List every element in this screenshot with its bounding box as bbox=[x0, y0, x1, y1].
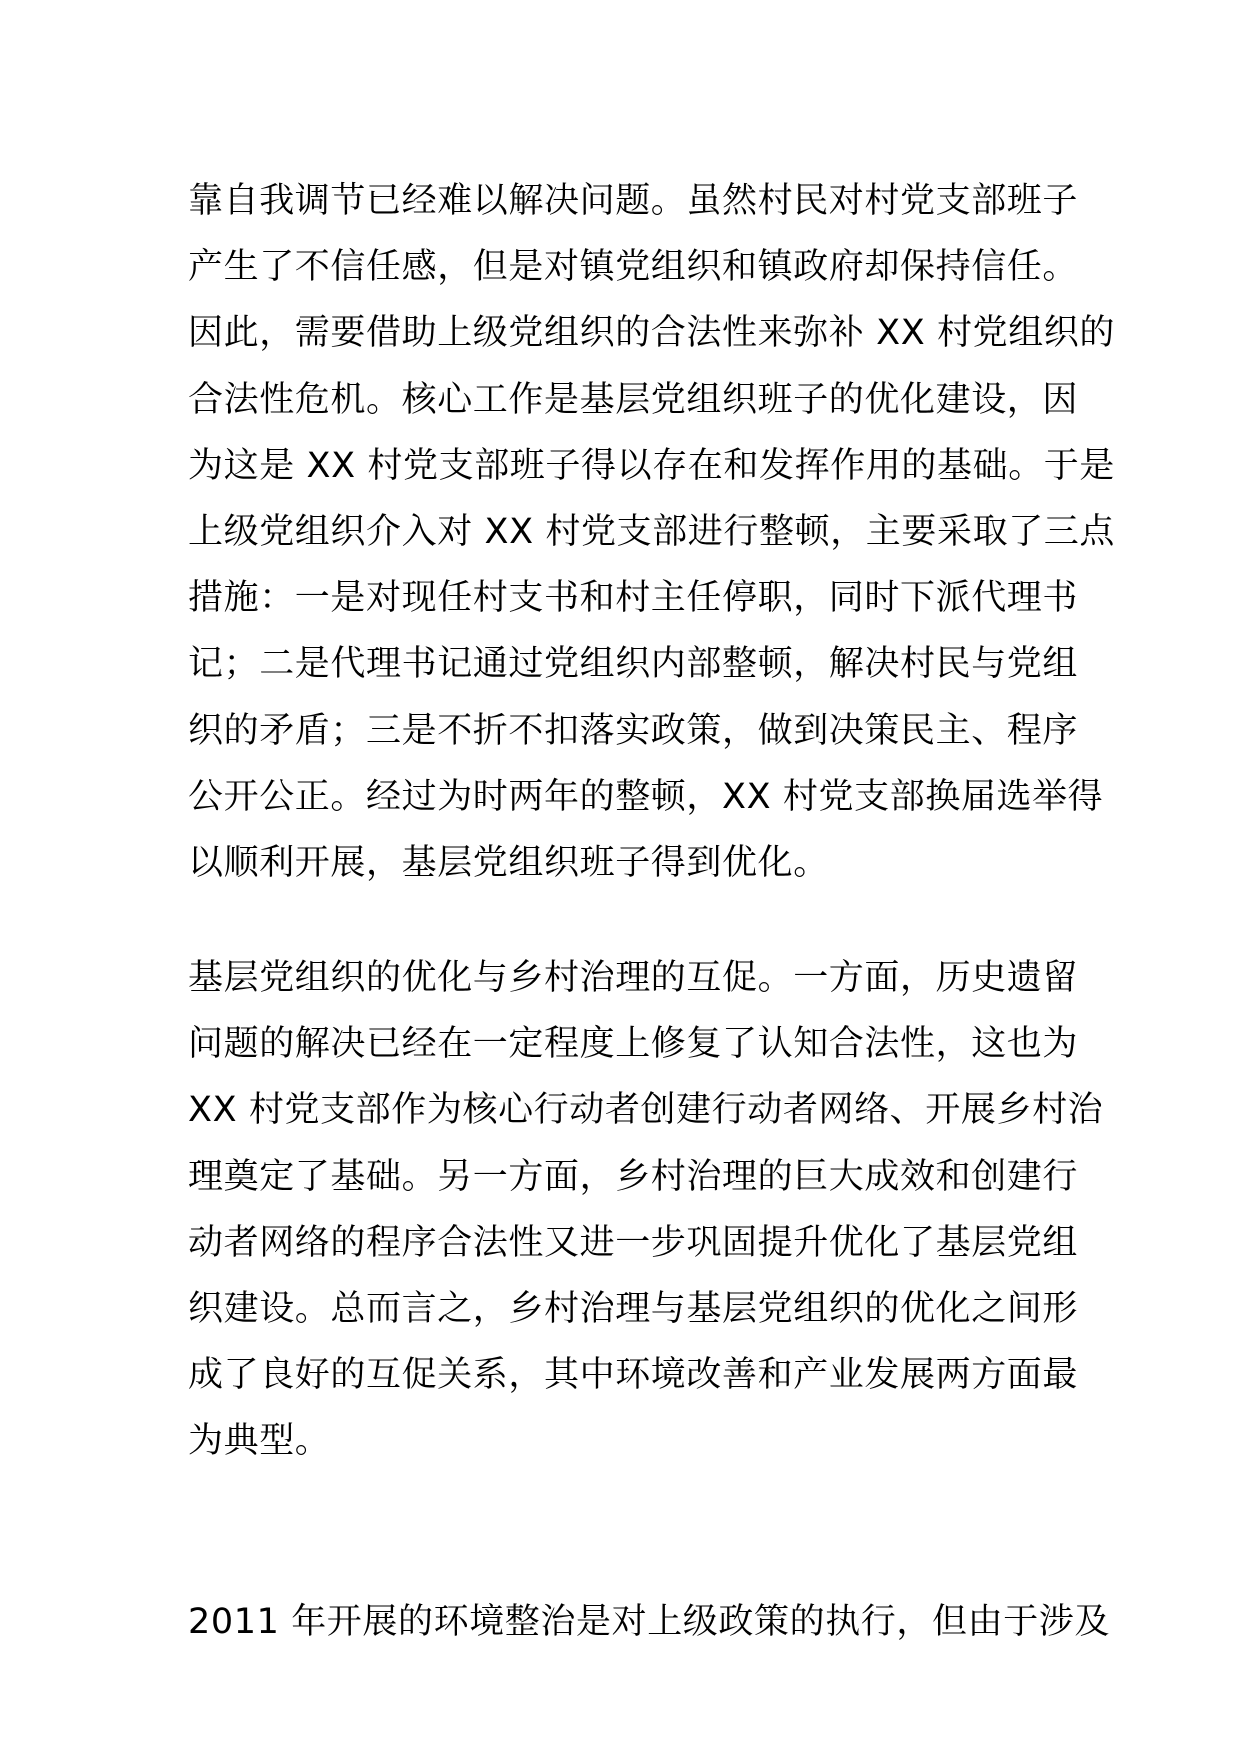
text-line: 产生了不信任感，但是对镇党组织和镇政府却保持信任。 bbox=[188, 247, 1079, 288]
paragraph-2 bbox=[188, 945, 1104, 1475]
paragraph-1 bbox=[188, 168, 1116, 896]
text-line: 为典型。 bbox=[188, 1421, 331, 1462]
text-line: 以顺利开展，基层党组织班子得到优化。 bbox=[188, 842, 829, 883]
text-line: 动者网络的程序合法性又进一步巩固提升优化了基层党组 bbox=[188, 1222, 1079, 1263]
text-line: 成了良好的互促关系，其中环境改善和产业发展两方面最 bbox=[188, 1355, 1079, 1396]
text-line: 措施：一是对现任村支书和村主任停职，同时下派代理书 bbox=[188, 578, 1079, 619]
text-line: 为这是 XX 村党支部班子得以存在和发挥作用的基础。于是 bbox=[188, 445, 1116, 486]
text-line: 靠自我调节已经难以解决问题。虽然村民对村党支部班子 bbox=[188, 181, 1079, 221]
text-line: 织建设。总而言之，乡村治理与基层党组织的优化之间形 bbox=[188, 1288, 1079, 1329]
text-line: 记；二是代理书记通过党组织内部整顿，解决村民与党组 bbox=[188, 644, 1079, 685]
text-line: 上级党组织介入对 XX 村党支部进行整顿，主要采取了三点 bbox=[188, 511, 1116, 552]
text-line: 理奠定了基础。另一方面，乡村治理的巨大成效和创建行 bbox=[188, 1156, 1079, 1197]
text-line: 问题的解决已经在一定程度上修复了认知合法性，这也为 bbox=[188, 1024, 1079, 1065]
paragraph-3 bbox=[188, 1589, 1110, 1655]
text-line: 公开公正。经过为时两年的整顿，XX 村党支部换届选举得 bbox=[188, 776, 1104, 817]
text-line: XX 村党支部作为核心行动者创建行动者网络、开展乡村治 bbox=[188, 1090, 1104, 1131]
text-line: 2011 年开展的环境整治是对上级政策的执行，但由于涉及 bbox=[188, 1602, 1110, 1642]
text-line: 织的矛盾；三是不折不扣落实政策，做到决策民主、程序 bbox=[188, 710, 1079, 751]
text-line: 基层党组织的优化与乡村治理的互促。一方面，历史遗留 bbox=[188, 958, 1079, 998]
text-line: 合法性危机。核心工作是基层党组织班子的优化建设，因 bbox=[188, 379, 1079, 420]
text-line: 因此，需要借助上级党组织的合法性来弥补 XX 村党组织的 bbox=[188, 313, 1116, 354]
